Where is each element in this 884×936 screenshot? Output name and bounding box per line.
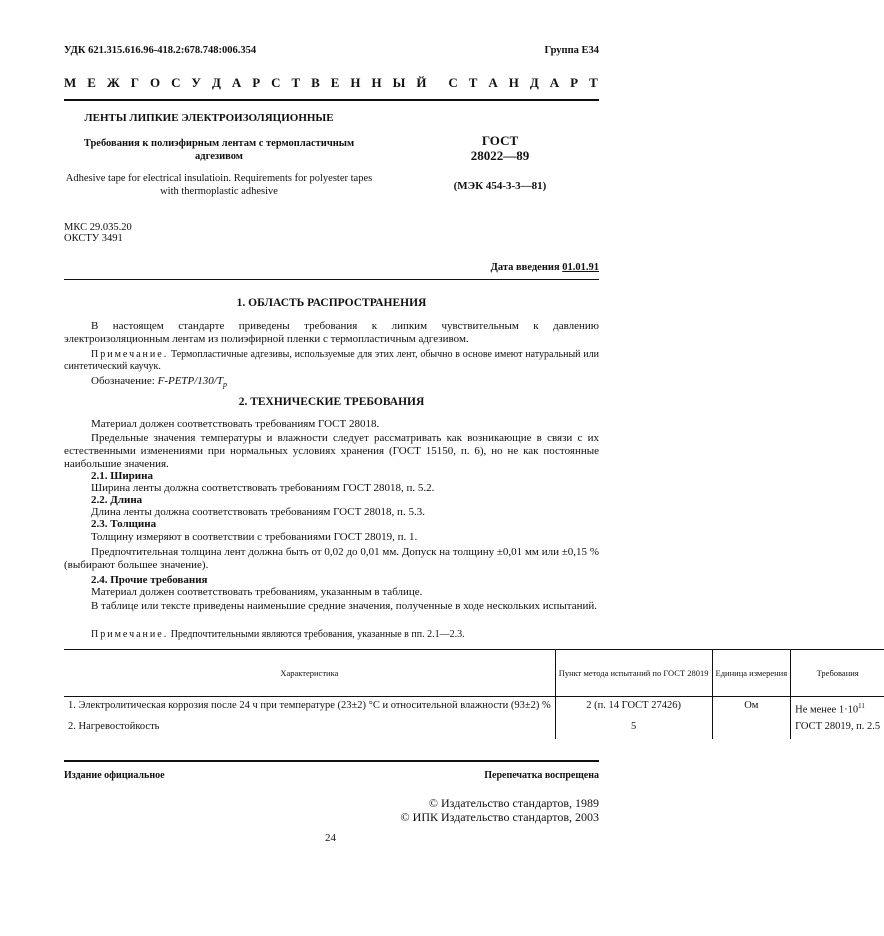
requirement-exponent: 11 xyxy=(858,702,865,710)
requirement-value: Не менее 1·10 xyxy=(795,704,859,716)
gost-block xyxy=(420,133,580,163)
banner-letter: У xyxy=(191,75,201,90)
section2-p1: Материал должен соответствовать требованиям ГОСТ 28018. xyxy=(91,418,380,430)
gost-number: 28022—89 xyxy=(470,148,530,163)
banner-letter: А xyxy=(231,75,242,90)
banner-letter: А xyxy=(549,75,560,90)
classification-codes xyxy=(64,222,132,244)
designation-line xyxy=(64,375,599,391)
table-cell-requirement: ГОСТ 28019, п. 2.5 xyxy=(791,719,884,739)
banner-letter: Н xyxy=(508,75,519,90)
banner-letter: Н xyxy=(371,75,382,90)
banner-letter: М xyxy=(64,75,77,90)
table-cell-characteristic: 2. Нагревостойкость xyxy=(68,720,160,732)
note-label: Примечание. xyxy=(91,349,169,360)
banner-letter: Ы xyxy=(392,75,406,90)
table-row xyxy=(64,719,884,739)
mks-code: МКС 29.035.20 xyxy=(64,222,132,233)
banner-letter: С xyxy=(171,75,181,90)
banner-letter: Т xyxy=(589,75,598,90)
banner-letter: Г xyxy=(130,75,139,90)
note-text: Предпочтительными являются требования, указанные в пп. 2.1—2.3. xyxy=(170,629,465,640)
banner-letter: Й xyxy=(416,75,427,90)
banner-letter: Е xyxy=(330,75,340,90)
column-header: Единица измерения xyxy=(712,650,791,697)
iec-reference: (МЭК 454-3-3—81) xyxy=(453,180,547,192)
standard-banner xyxy=(64,75,598,91)
banner-letter: Д xyxy=(211,75,221,90)
banner-letter: Р xyxy=(570,75,579,90)
udk-code: УДК 621.315.616.96-418.2:678.748:006.354 xyxy=(64,45,257,56)
section1-note xyxy=(64,349,599,373)
section2-note xyxy=(64,629,599,641)
banner-letter: Е xyxy=(87,75,96,90)
subsection-2-4-heading: 2.4. Прочие требования xyxy=(91,574,208,586)
note-text: Термопластичные адгезивы, используемые для этих лент, обычно в основе имеют натуральный или синтетический каучук. xyxy=(64,349,599,372)
section1-paragraph: В настоящем стандарте приведены требования к липким чувствительным к давлению электроизоляционным лентам из полиэфирной пленки с термопластичным адгезивом. xyxy=(64,320,599,345)
table-cell-unit xyxy=(712,719,791,739)
designation-label: Обозначение: xyxy=(91,375,155,387)
official-edition-label: Издание официальное xyxy=(64,770,165,781)
banner-letter: С xyxy=(271,75,281,90)
subsection-2-3-text1: Толщину измеряют в соответствии с требованиями ГОСТ 28019, п. 1. xyxy=(91,531,418,543)
subsection-2-3-heading: 2.3. Толщина xyxy=(91,518,157,530)
table-cell-requirement xyxy=(791,697,884,719)
banner-letter: Р xyxy=(252,75,261,90)
section2-p2: Предельные значения температуры и влажности следует рассматривать как возникающие в связи с их естественными изменениями при нормальных условиях хранения (ГОСТ 15150, п. 6), но не как постоянные наибольшие значения. xyxy=(64,432,599,470)
gost-label: ГОСТ xyxy=(481,133,519,148)
page-number: 24 xyxy=(325,832,336,844)
banner-letter: Д xyxy=(529,75,539,90)
subsection-2-1-heading: 2.1. Ширина xyxy=(91,470,153,482)
copyright-2003: © ИПК Издательство стандартов, 2003 xyxy=(400,810,599,824)
subsection-2-2-heading: 2.2. Длина xyxy=(91,494,143,506)
copyright-1989: © Издательство стандартов, 1989 xyxy=(428,796,599,810)
table-header-row xyxy=(64,650,884,697)
okstu-code: ОКСТУ 3491 xyxy=(64,233,123,244)
subsection-2-4-text1: Материал должен соответствовать требованиям, указанным в таблице. xyxy=(91,586,423,598)
table-row xyxy=(64,697,884,719)
table-cell-unit: Ом xyxy=(712,697,791,719)
banner-letter: О xyxy=(149,75,161,90)
banner-letter: А xyxy=(488,75,498,90)
subsection-2-3-text2: Предпочтительная толщина лент должна быть от 0,02 до 0,01 мм. Допуск на толщину ±0,01 мм или ±0,15 % (выбирают большее значение). xyxy=(64,546,599,571)
banner-letter: Т xyxy=(468,75,478,90)
table-cell-method: 5 xyxy=(555,719,712,739)
section1-heading: 1. ОБЛАСТЬ РАСПРОСТРАНЕНИЯ xyxy=(236,297,427,309)
designation-value: F-PETP/130/T xyxy=(157,375,223,387)
note-label: Примечание. xyxy=(91,629,169,640)
column-header: Характеристика xyxy=(64,650,555,697)
document-subtitle: Требования к полиэфирным лентам с термопластичным адгезивом xyxy=(83,138,355,162)
group-code: Группа Е34 xyxy=(544,45,599,56)
subsection-2-2-text: Длина ленты должна соответствовать требованиям ГОСТ 28018, п. 5.3. xyxy=(91,506,425,518)
banner-letter: В xyxy=(311,75,320,90)
banner-letter: Ж xyxy=(106,75,120,90)
intro-date-label: Дата введения xyxy=(490,262,560,273)
column-header: Пункт метода испытаний по ГОСТ 28019 xyxy=(555,650,712,697)
header-divider xyxy=(64,99,599,101)
intro-date-value: 01.01.91 xyxy=(562,262,599,273)
intro-date xyxy=(491,262,599,273)
table-cell-characteristic: 1. Электролитическая коррозия после 24 ч при температуре (23±2) °С и относительной влажности (93±2) % xyxy=(68,700,551,711)
section2-heading: 2. ТЕХНИЧЕСКИЕ ТРЕБОВАНИЯ xyxy=(238,396,425,408)
table-cell-method: 2 (п. 14 ГОСТ 27426) xyxy=(555,697,712,719)
column-header: Требования xyxy=(791,650,884,697)
footer-divider xyxy=(64,760,599,762)
reprint-prohibited-label: Перепечатка воспрещена xyxy=(484,770,599,781)
banner-letter: Н xyxy=(350,75,361,90)
banner-letter: С xyxy=(448,75,458,90)
subsection-2-4-text2: В таблице или тексте приведены наименьшие средние значения, полученные в ходе нескольких испытаний. xyxy=(91,600,598,612)
banner-letter: Т xyxy=(291,75,301,90)
date-divider xyxy=(64,279,599,280)
subsection-2-1-text: Ширина ленты должна соответствовать требованиям ГОСТ 28018, п. 5.2. xyxy=(91,482,435,494)
document-title: ЛЕНТЫ ЛИПКИЕ ЭЛЕКТРОИЗОЛЯЦИОННЫЕ xyxy=(84,112,334,124)
english-title: Adhesive tape for electrical insulatioin. Requirements for polyester tapes with thermoplastic adhesive xyxy=(65,173,373,197)
designation-subscript: p xyxy=(222,380,227,390)
